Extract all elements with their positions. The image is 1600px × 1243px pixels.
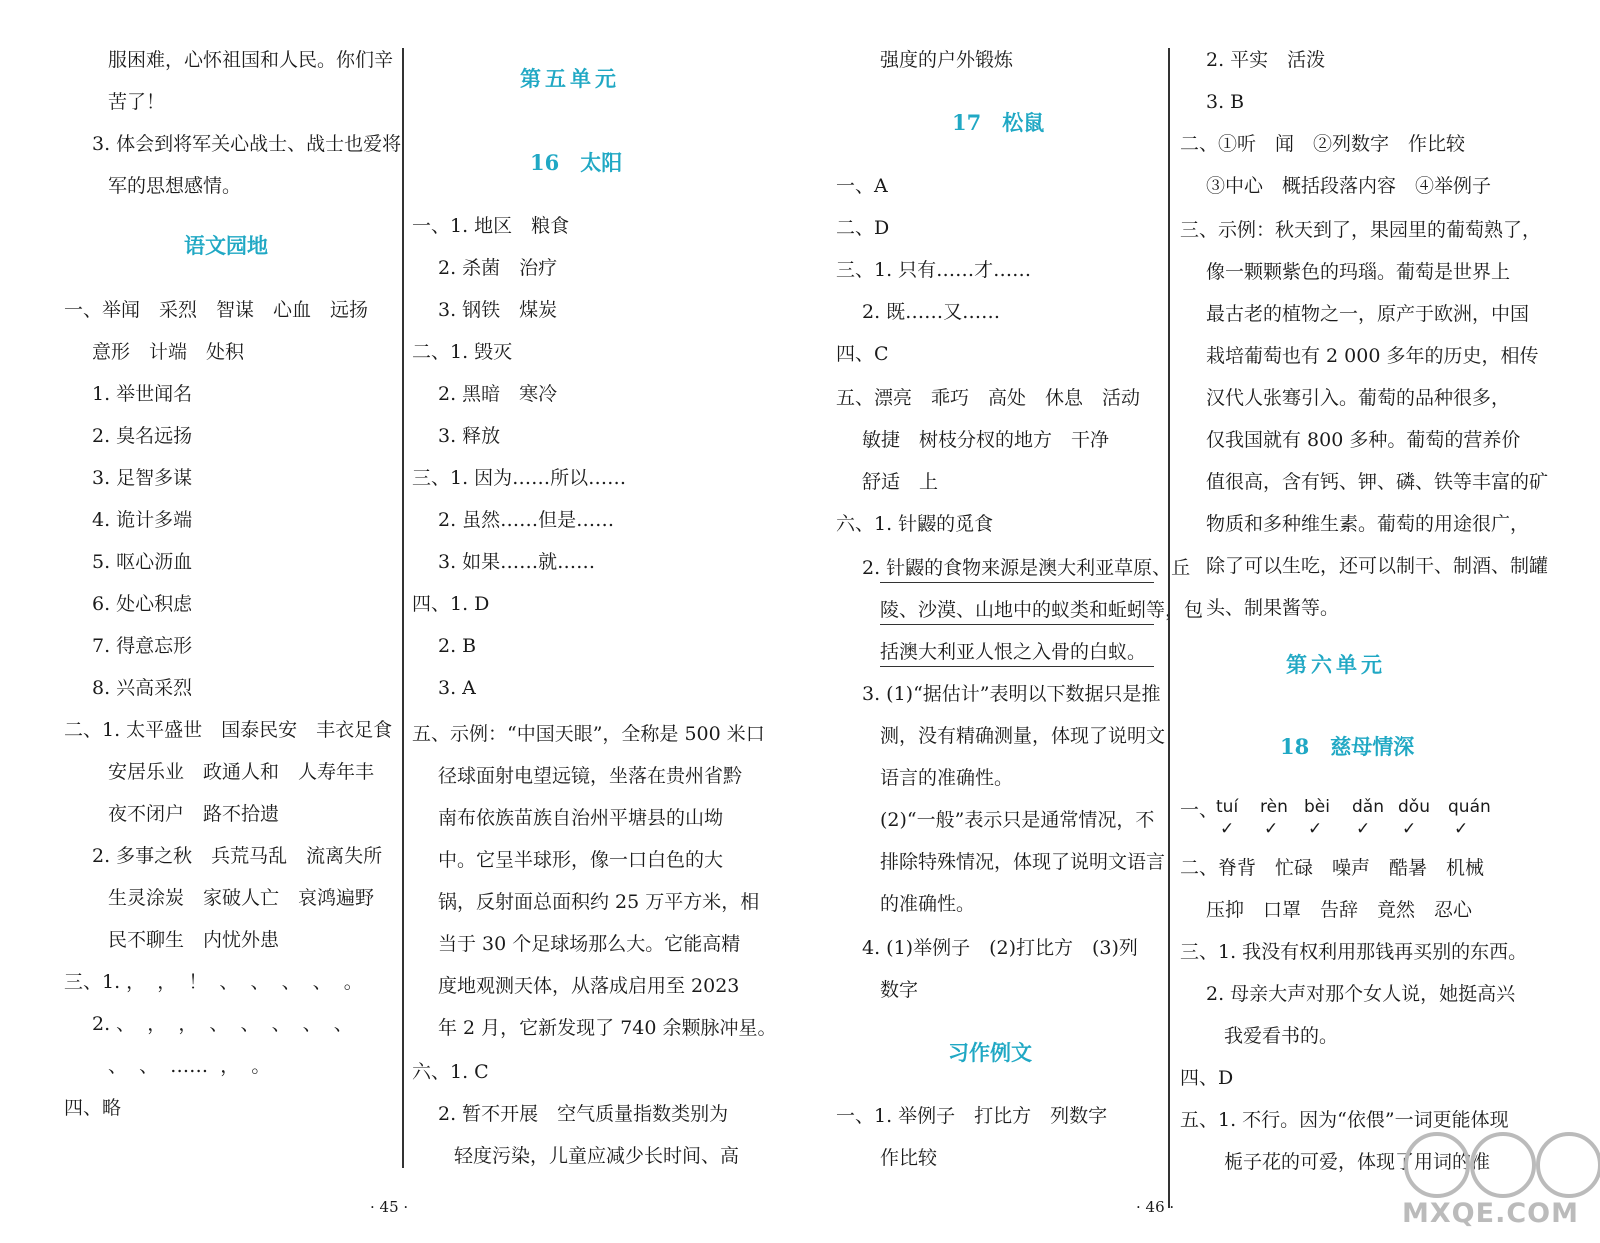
text-line: 、 、 …… ， 。: [108, 1055, 271, 1077]
pinyin-syllable: tuí: [1216, 797, 1239, 817]
answer-underline: [880, 666, 1154, 667]
text-line: 3. (1)“据估计”表明以下数据只是推: [862, 683, 1161, 705]
watermark-circle: [1404, 1132, 1470, 1198]
pinyin-syllable: bèi: [1304, 797, 1330, 817]
text-line: 二、D: [836, 217, 890, 239]
text-line: 陵、沙漠、山地中的蚁类和蚯蚓等，包: [880, 599, 1204, 621]
pinyin-syllable: quán: [1448, 797, 1491, 817]
text-line: (2)“一般”表示只是通常情况，不: [880, 809, 1155, 831]
text-line: 五、1. 不行。因为“依偎”一词更能体现: [1180, 1109, 1509, 1131]
check-mark: ✓: [1402, 819, 1417, 839]
lesson-title: 18 慈母情深: [1280, 734, 1415, 759]
text-line: 四、C: [836, 343, 889, 365]
text-line: 年 2 月，它新发现了 740 余颗脉冲星。: [438, 1017, 777, 1039]
text-line: 苦了！: [108, 91, 166, 113]
text-line: 栽培葡萄也有 2 000 多年的历史，相传: [1206, 345, 1539, 367]
text-line: 栀子花的可爱，体现了用词的准: [1224, 1151, 1491, 1173]
column-divider: [402, 48, 404, 1168]
text-line: 2. 既……又……: [862, 301, 1001, 323]
text-line: 三、1. 我没有权利用那钱再买别的东西。: [1180, 941, 1528, 963]
pinyin-syllable: dǎn: [1352, 797, 1384, 817]
text-line: 锅，反射面总面积约 25 万平方米，相: [438, 891, 760, 913]
text-line: 2. 母亲大声对那个女人说，她挺高兴: [1206, 983, 1516, 1005]
text-line: 5. 呕心沥血: [92, 551, 193, 573]
text-line: 一、A: [836, 175, 888, 197]
text-line: 值很高，含有钙、钾、磷、铁等丰富的矿: [1206, 471, 1549, 493]
section-heading: 习作例文: [948, 1040, 1032, 1065]
text-line: 压抑 口罩 告辞 竟然 忍心: [1206, 899, 1473, 921]
answer-underline: [880, 582, 1154, 583]
lesson-title: 17 松鼠: [952, 110, 1045, 135]
unit-title: 第五单元: [520, 66, 620, 91]
text-line: 夜不闭户 路不拾遗: [108, 803, 280, 825]
text-line: 2. 杀菌 治疗: [438, 257, 558, 279]
watermark-circle: [1536, 1132, 1600, 1198]
page-number: · 46 ·: [1136, 1198, 1175, 1216]
text-line: 强度的户外锻炼: [880, 49, 1014, 71]
text-line: 服困难，心怀祖国和人民。你们辛: [108, 49, 394, 71]
text-line: 3. B: [1206, 91, 1245, 113]
text-line: 3. A: [438, 677, 476, 699]
text-line: 民不聊生 内忧外患: [108, 929, 280, 951]
text-line: 生灵涂炭 家破人亡 哀鸿遍野: [108, 887, 375, 909]
text-line: 3. 钢铁 煤炭: [438, 299, 558, 321]
text-line: 三、1. 只有……才……: [836, 259, 1032, 281]
text-line: 一、举闻 采烈 智谋 心血 远扬: [64, 299, 369, 321]
text-line: 括澳大利亚人恨之入骨的白蚁。: [880, 641, 1147, 663]
column-divider: [1168, 48, 1170, 1208]
text-line: 四、D: [1180, 1067, 1234, 1089]
text-line: 作比较: [880, 1147, 938, 1169]
text-line: 3. 足智多谋: [92, 467, 193, 489]
pinyin-syllable: dǒu: [1398, 797, 1430, 817]
text-line: 一、1. 地区 粮食: [412, 215, 570, 237]
text-line: 测，没有精确测量，体现了说明文: [880, 725, 1166, 747]
answer-underline: [880, 624, 1154, 625]
text-line: 4. (1)举例子 (2)打比方 (3)列: [862, 937, 1138, 959]
lesson-title: 16 太阳: [530, 150, 623, 175]
text-line: 除了可以生吃，还可以制干、制酒、制罐: [1206, 555, 1549, 577]
text-line: 2. 、 ， ， 、 、 、 、 、: [92, 1013, 353, 1035]
text-line: 四、略: [64, 1097, 122, 1119]
pinyin-syllable: rèn: [1260, 797, 1288, 817]
text-line: 像一颗颗紫色的玛瑙。葡萄是世界上: [1206, 261, 1511, 283]
text-line: 最古老的植物之一，原产于欧洲，中国: [1206, 303, 1530, 325]
text-line: 六、1. 针鼹的觅食: [836, 513, 994, 535]
text-line: 2. B: [438, 635, 477, 657]
check-mark: ✓: [1308, 819, 1323, 839]
text-line: 五、漂亮 乖巧 高处 休息 活动: [836, 387, 1141, 409]
text-line: 1. 举世闻名: [92, 383, 193, 405]
text-line: 三、1. ， ， ！ 、 、 、 、 。: [64, 971, 363, 993]
text-line: 3. 体会到将军关心战士、战士也爱将: [92, 133, 402, 155]
text-line: 8. 兴高采烈: [92, 677, 193, 699]
text-line: 的准确性。: [880, 893, 976, 915]
text-line: 头、制果酱等。: [1206, 597, 1340, 619]
page-number: · 45 ·: [370, 1198, 409, 1216]
text-line: 2. 平实 活泼: [1206, 49, 1326, 71]
watermark-text: MXQE.COM: [1402, 1198, 1579, 1229]
text-line: 三、1. 因为……所以……: [412, 467, 627, 489]
text-line: 我爱看书的。: [1224, 1025, 1339, 1047]
check-mark: ✓: [1356, 819, 1371, 839]
text-line: 轻度污染，儿童应减少长时间、高: [454, 1145, 740, 1167]
text-line: 二、脊背 忙碌 噪声 酷暑 机械: [1180, 857, 1485, 879]
text-line: 四、1. D: [412, 593, 490, 615]
column-3: [818, 0, 1204, 1243]
text-line: 2. 黑暗 寒冷: [438, 383, 558, 405]
text-line: 当于 30 个足球场那么大。它能高精: [438, 933, 741, 955]
column-2: [408, 0, 808, 1243]
text-line: 五、示例：“中国天眼”，全称是 500 米口: [412, 723, 765, 745]
check-mark: ✓: [1220, 819, 1235, 839]
text-line: 二、1. 太平盛世 国泰民安 丰衣足食: [64, 719, 393, 741]
column-1: [0, 0, 409, 1243]
text-line: 中。它呈半球形，像一口白色的大: [438, 849, 724, 871]
check-mark: ✓: [1264, 819, 1279, 839]
text-line: 3. 如果……就……: [438, 551, 596, 573]
text-line: 仅我国就有 800 多种。葡萄的营养价: [1206, 429, 1521, 451]
text-line: 数字: [880, 979, 919, 1001]
text-line: 3. 释放: [438, 425, 501, 447]
text-line: 4. 诡计多端: [92, 509, 193, 531]
text-line: 汉代人张骞引入。葡萄的品种很多，: [1206, 387, 1511, 409]
text-line: 2. 针鼹的食物来源是澳大利亚草原、丘: [862, 557, 1191, 579]
unit-title: 第六单元: [1286, 652, 1386, 677]
text-line: 径球面射电望远镜，坐落在贵州省黔: [438, 765, 743, 787]
watermark-circle: [1470, 1132, 1536, 1198]
text-line: 军的思想感情。: [108, 175, 242, 197]
text-line: ③中心 概括段落内容 ④举例子: [1206, 175, 1492, 197]
text-line: 2. 多事之秋 兵荒马乱 流离失所: [92, 845, 383, 867]
text-line: 二、1. 毁灭: [412, 341, 513, 363]
text-line: 意形 计端 处积: [92, 341, 245, 363]
text-line: 语言的准确性。: [880, 767, 1014, 789]
text-line: 六、1. C: [412, 1061, 489, 1083]
text-line: 度地观测天体，从落成启用至 2023: [438, 975, 740, 997]
text-line: 二、①听 闻 ②列数字 作比较: [1180, 133, 1466, 155]
text-line: 舒适 上: [862, 471, 939, 493]
pinyin-prefix: 一、: [1180, 799, 1219, 821]
text-line: 一、1. 举例子 打比方 列数字: [836, 1105, 1108, 1127]
text-line: 2. 臭名远扬: [92, 425, 193, 447]
text-line: 敏捷 树枝分杈的地方 干净: [862, 429, 1110, 451]
column-4: [1136, 0, 1600, 1243]
text-line: 三、示例：秋天到了，果园里的葡萄熟了，: [1180, 219, 1542, 241]
text-line: 2. 暂不开展 空气质量指数类别为: [438, 1103, 729, 1125]
text-line: 物质和多种维生素。葡萄的用途很广，: [1206, 513, 1530, 535]
section-heading: 语文园地: [184, 233, 268, 258]
text-line: 2. 虽然……但是……: [438, 509, 615, 531]
text-line: 排除特殊情况，体现了说明文语言: [880, 851, 1166, 873]
text-line: 7. 得意忘形: [92, 635, 193, 657]
text-line: 安居乐业 政通人和 人寿年丰: [108, 761, 375, 783]
check-mark: ✓: [1454, 819, 1469, 839]
text-line: 南布依族苗族自治州平塘县的山坳: [438, 807, 724, 829]
text-line: 6. 处心积虑: [92, 593, 193, 615]
